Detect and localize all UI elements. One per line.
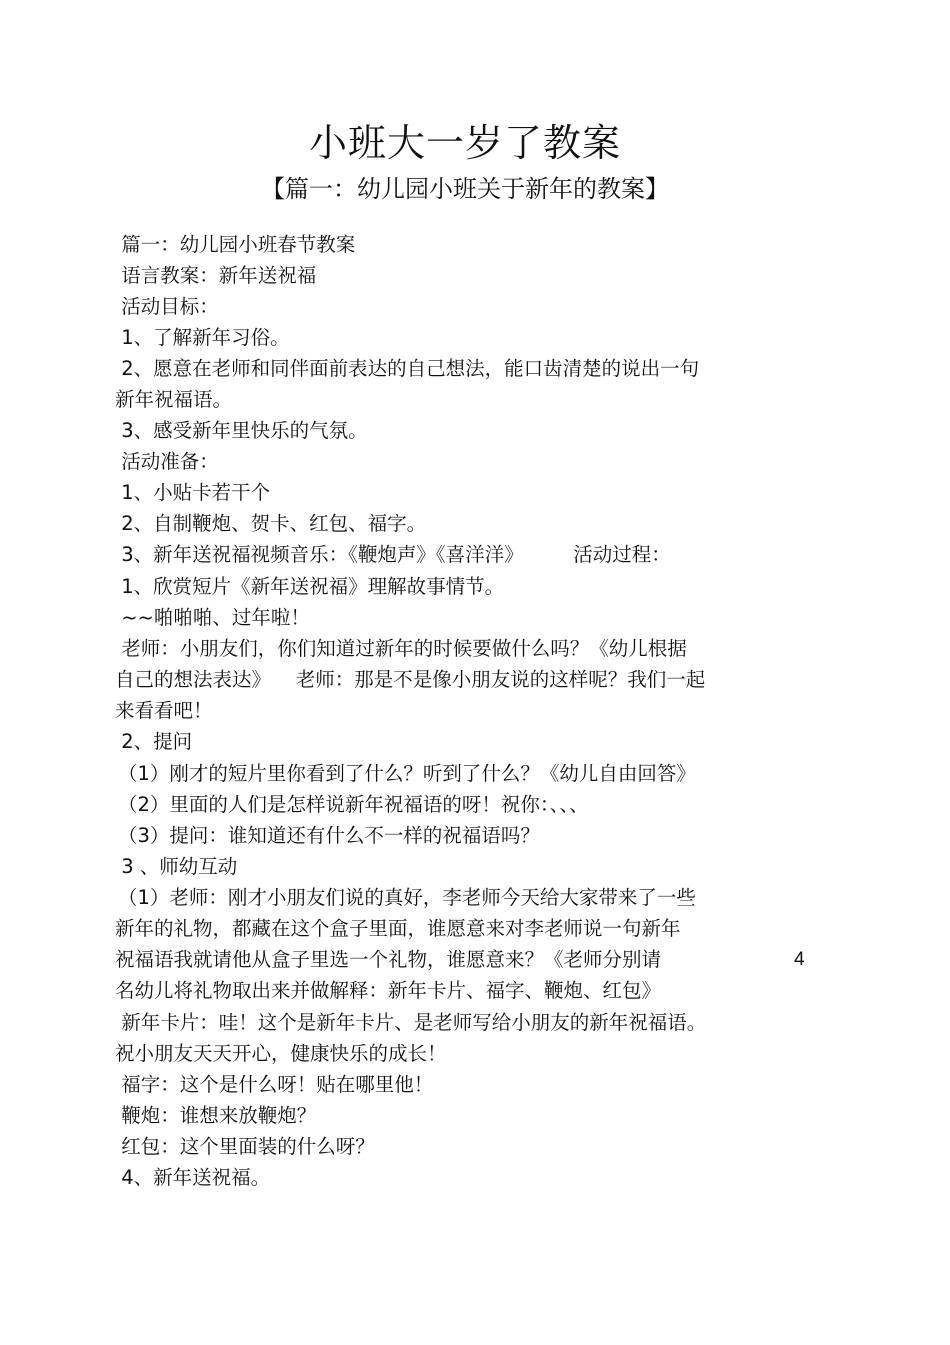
- body-line: 老师：小朋友们，你们知道过新年的时候要做什么吗？《幼儿根据: [115, 637, 687, 660]
- document-title: 小班大一岁了教案: [308, 121, 621, 165]
- body-line: 4、新年送祝福。: [115, 1166, 271, 1189]
- body-line: 2、提问: [115, 730, 193, 753]
- body-line: 活动准备：: [115, 450, 219, 473]
- body-line: 祝福语我就请他从盒子里选一个礼物，谁愿意来？《老师分别请: [115, 948, 662, 971]
- body-line: 2、自制鞭炮、贺卡、红包、福字。: [115, 512, 427, 535]
- body-line: 鞭炮：谁想来放鞭炮？: [115, 1104, 317, 1127]
- body-line: 篇一：幼儿园小班春节教案: [115, 233, 356, 256]
- body-line: 语言教案：新年送祝福: [115, 264, 317, 287]
- body-line: 福字：这个是什么呀！贴在哪里他！: [115, 1073, 434, 1096]
- body-line: 新年祝福语。: [115, 388, 233, 411]
- body-line: 3、新年送祝福视频音乐：《鞭炮声》《喜洋洋》 活动过程：: [115, 543, 671, 566]
- body-line: （3）提问：谁知道还有什么不一样的祝福语吗？: [118, 824, 540, 847]
- margin-number: 4: [794, 949, 805, 970]
- document-subtitle: 【篇一：幼儿园小班关于新年的教案】: [261, 175, 669, 203]
- body-line: （2）里面的人们是怎样说新年祝福语的呀！祝你：、、、: [118, 793, 589, 816]
- body-line: 3、感受新年里快乐的气氛。: [115, 419, 368, 442]
- body-line: （1）老师：刚才小朋友们说的真好，李老师今天给大家带来了一些: [118, 886, 696, 909]
- body-line: 1、了解新年习俗。: [115, 326, 290, 349]
- body-line: 自己的想法表达》 老师：那是不是像小朋友说的这样呢？我们一起: [115, 668, 706, 691]
- body-line: 1、小贴卡若干个: [115, 481, 271, 504]
- body-line: 1、欣赏短片《新年送祝福》理解故事情节。: [115, 575, 505, 598]
- body-line: 祝小朋友天天开心，健康快乐的成长！: [115, 1042, 447, 1065]
- body-line: 新年的礼物，都藏在这个盒子里面，谁愿意来对李老师说一句新年: [115, 917, 681, 940]
- body-line: 名幼儿将礼物取出来并做解释：新年卡片、福字、鞭炮、红包》: [115, 979, 662, 1002]
- body-line: 活动目标：: [115, 295, 219, 318]
- body-line: 来看看吧！: [115, 699, 213, 722]
- body-line: 2、愿意在老师和同伴面前表达的自己想法，能口齿清楚的说出一句: [115, 357, 700, 380]
- body-line: （1）刚才的短片里你看到了什么？听到了什么？《幼儿自由回答》: [118, 762, 696, 785]
- body-line: ~~啪啪啪、过年啦！: [115, 606, 310, 629]
- body-line: 红包：这个里面装的什么呀？: [115, 1135, 375, 1158]
- body-line: 新年卡片：哇！这个是新年卡片、是老师写给小朋友的新年祝福语。: [115, 1011, 707, 1034]
- body-line: 3 、师幼互动: [115, 855, 238, 878]
